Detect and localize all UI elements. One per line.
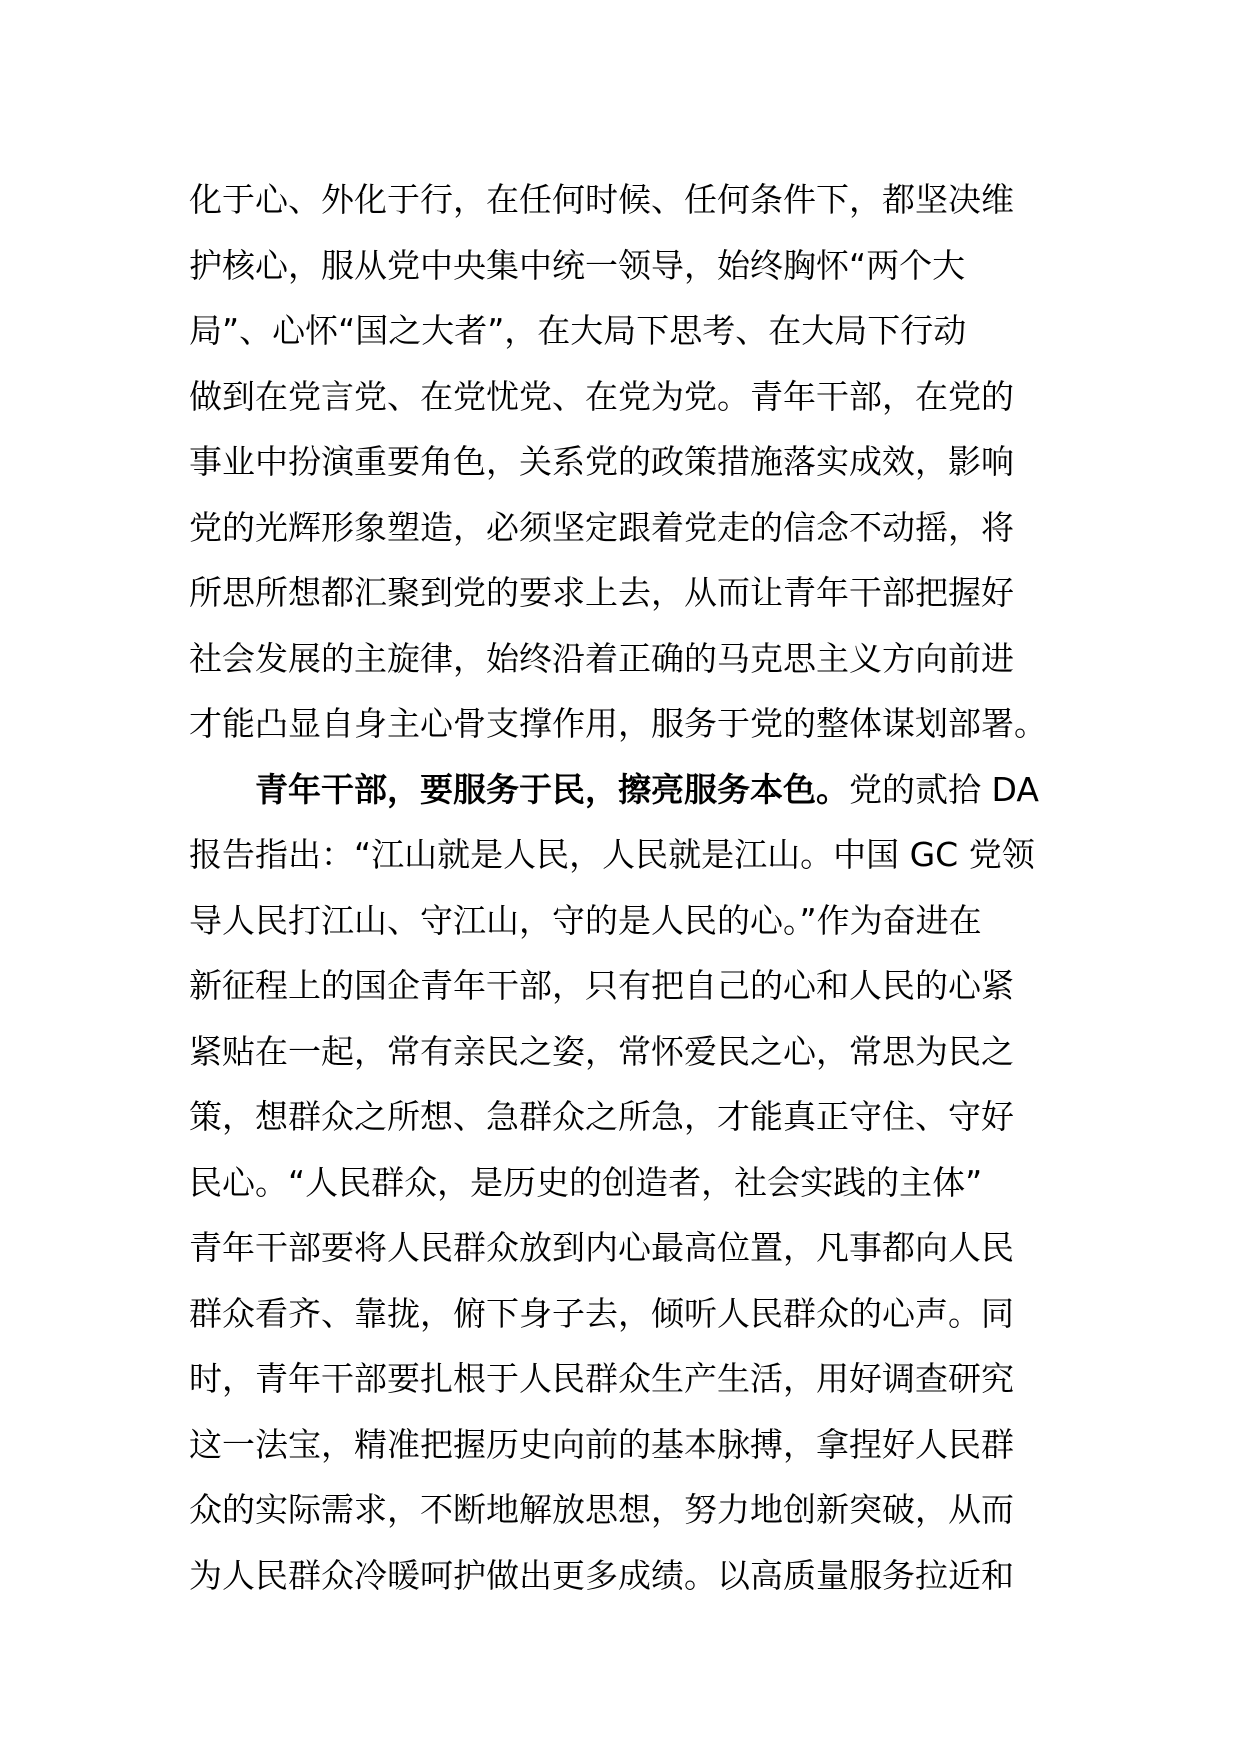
text-line: 护核心，服从党中央集中统一领导，始终胸怀“两个大 [189, 245, 966, 285]
text-line: 社会发展的主旋律，始终沿着正确的马克思主义方向前进 [189, 638, 1014, 678]
text-line: 这一法宝，精准把握历史向前的基本脉搏，拿捏好人民群 [189, 1424, 1014, 1464]
text-line: 局”、心怀“国之大者”，在大局下思考、在大局下行动 [189, 311, 967, 350]
text-line: 策，想群众之所想、急群众之所急，才能真正守住、守好 [189, 1097, 1014, 1136]
text-line: 时，青年干部要扎根于人民群众生产生活，用好调查研究 [189, 1359, 1014, 1398]
text-line: 众的实际需求，不断地解放思想，努力地创新突破，从而 [189, 1490, 1014, 1529]
text-line: 事业中扮演重要角色，关系党的政策措施落实成效，影响 [189, 442, 1014, 481]
text-line: 紧贴在一起，常有亲民之姿，常怀爱民之心，常思为民之 [189, 1031, 1014, 1071]
text-line: 党的光辉形象塑造，必须坚定跟着党走的信念不动摇，将 [189, 507, 1014, 547]
text-line: 化于心、外化于行，在任何时候、任何条件下，都坚决维 [189, 180, 1014, 219]
text-line: 群众看齐、靠拢，俯下身子去，倾听人民群众的心声。同 [189, 1293, 1014, 1333]
paragraph-lead-text: 党的贰拾 DA [849, 769, 1039, 809]
text-line: 新征程上的国企青年干部，只有把自己的心和人民的心紧 [189, 966, 1014, 1005]
text-line: 报告指出：“江山就是人民，人民就是江山。中国 GC 党领 [189, 835, 1035, 874]
text-line: 导人民打江山、守江山，守的是人民的心。”作为奋进在 [189, 900, 982, 940]
text-line: 才能凸显自身主心骨支撑作用，服务于党的整体谋划部署。 [189, 704, 1047, 743]
text-line: 所思所想都汇聚到党的要求上去，从而让青年干部把握好 [189, 573, 1014, 612]
paragraph-heading: 青年干部，要服务于民，擦亮服务本色。 [255, 769, 849, 809]
paragraph-first-line [189, 757, 1069, 823]
text-line: 青年干部要将人民群众放到内心最高位置，凡事都向人民 [189, 1228, 1014, 1267]
body-text [189, 167, 1069, 1608]
text-line: 为人民群众冷暖呵护做出更多成绩。以高质量服务拉近和 [189, 1555, 1014, 1595]
text-line: 做到在党言党、在党忧党、在党为党。青年干部，在党的 [189, 376, 1014, 416]
text-line: 民心。“人民群众，是历史的创造者，社会实践的主体” [189, 1162, 983, 1202]
